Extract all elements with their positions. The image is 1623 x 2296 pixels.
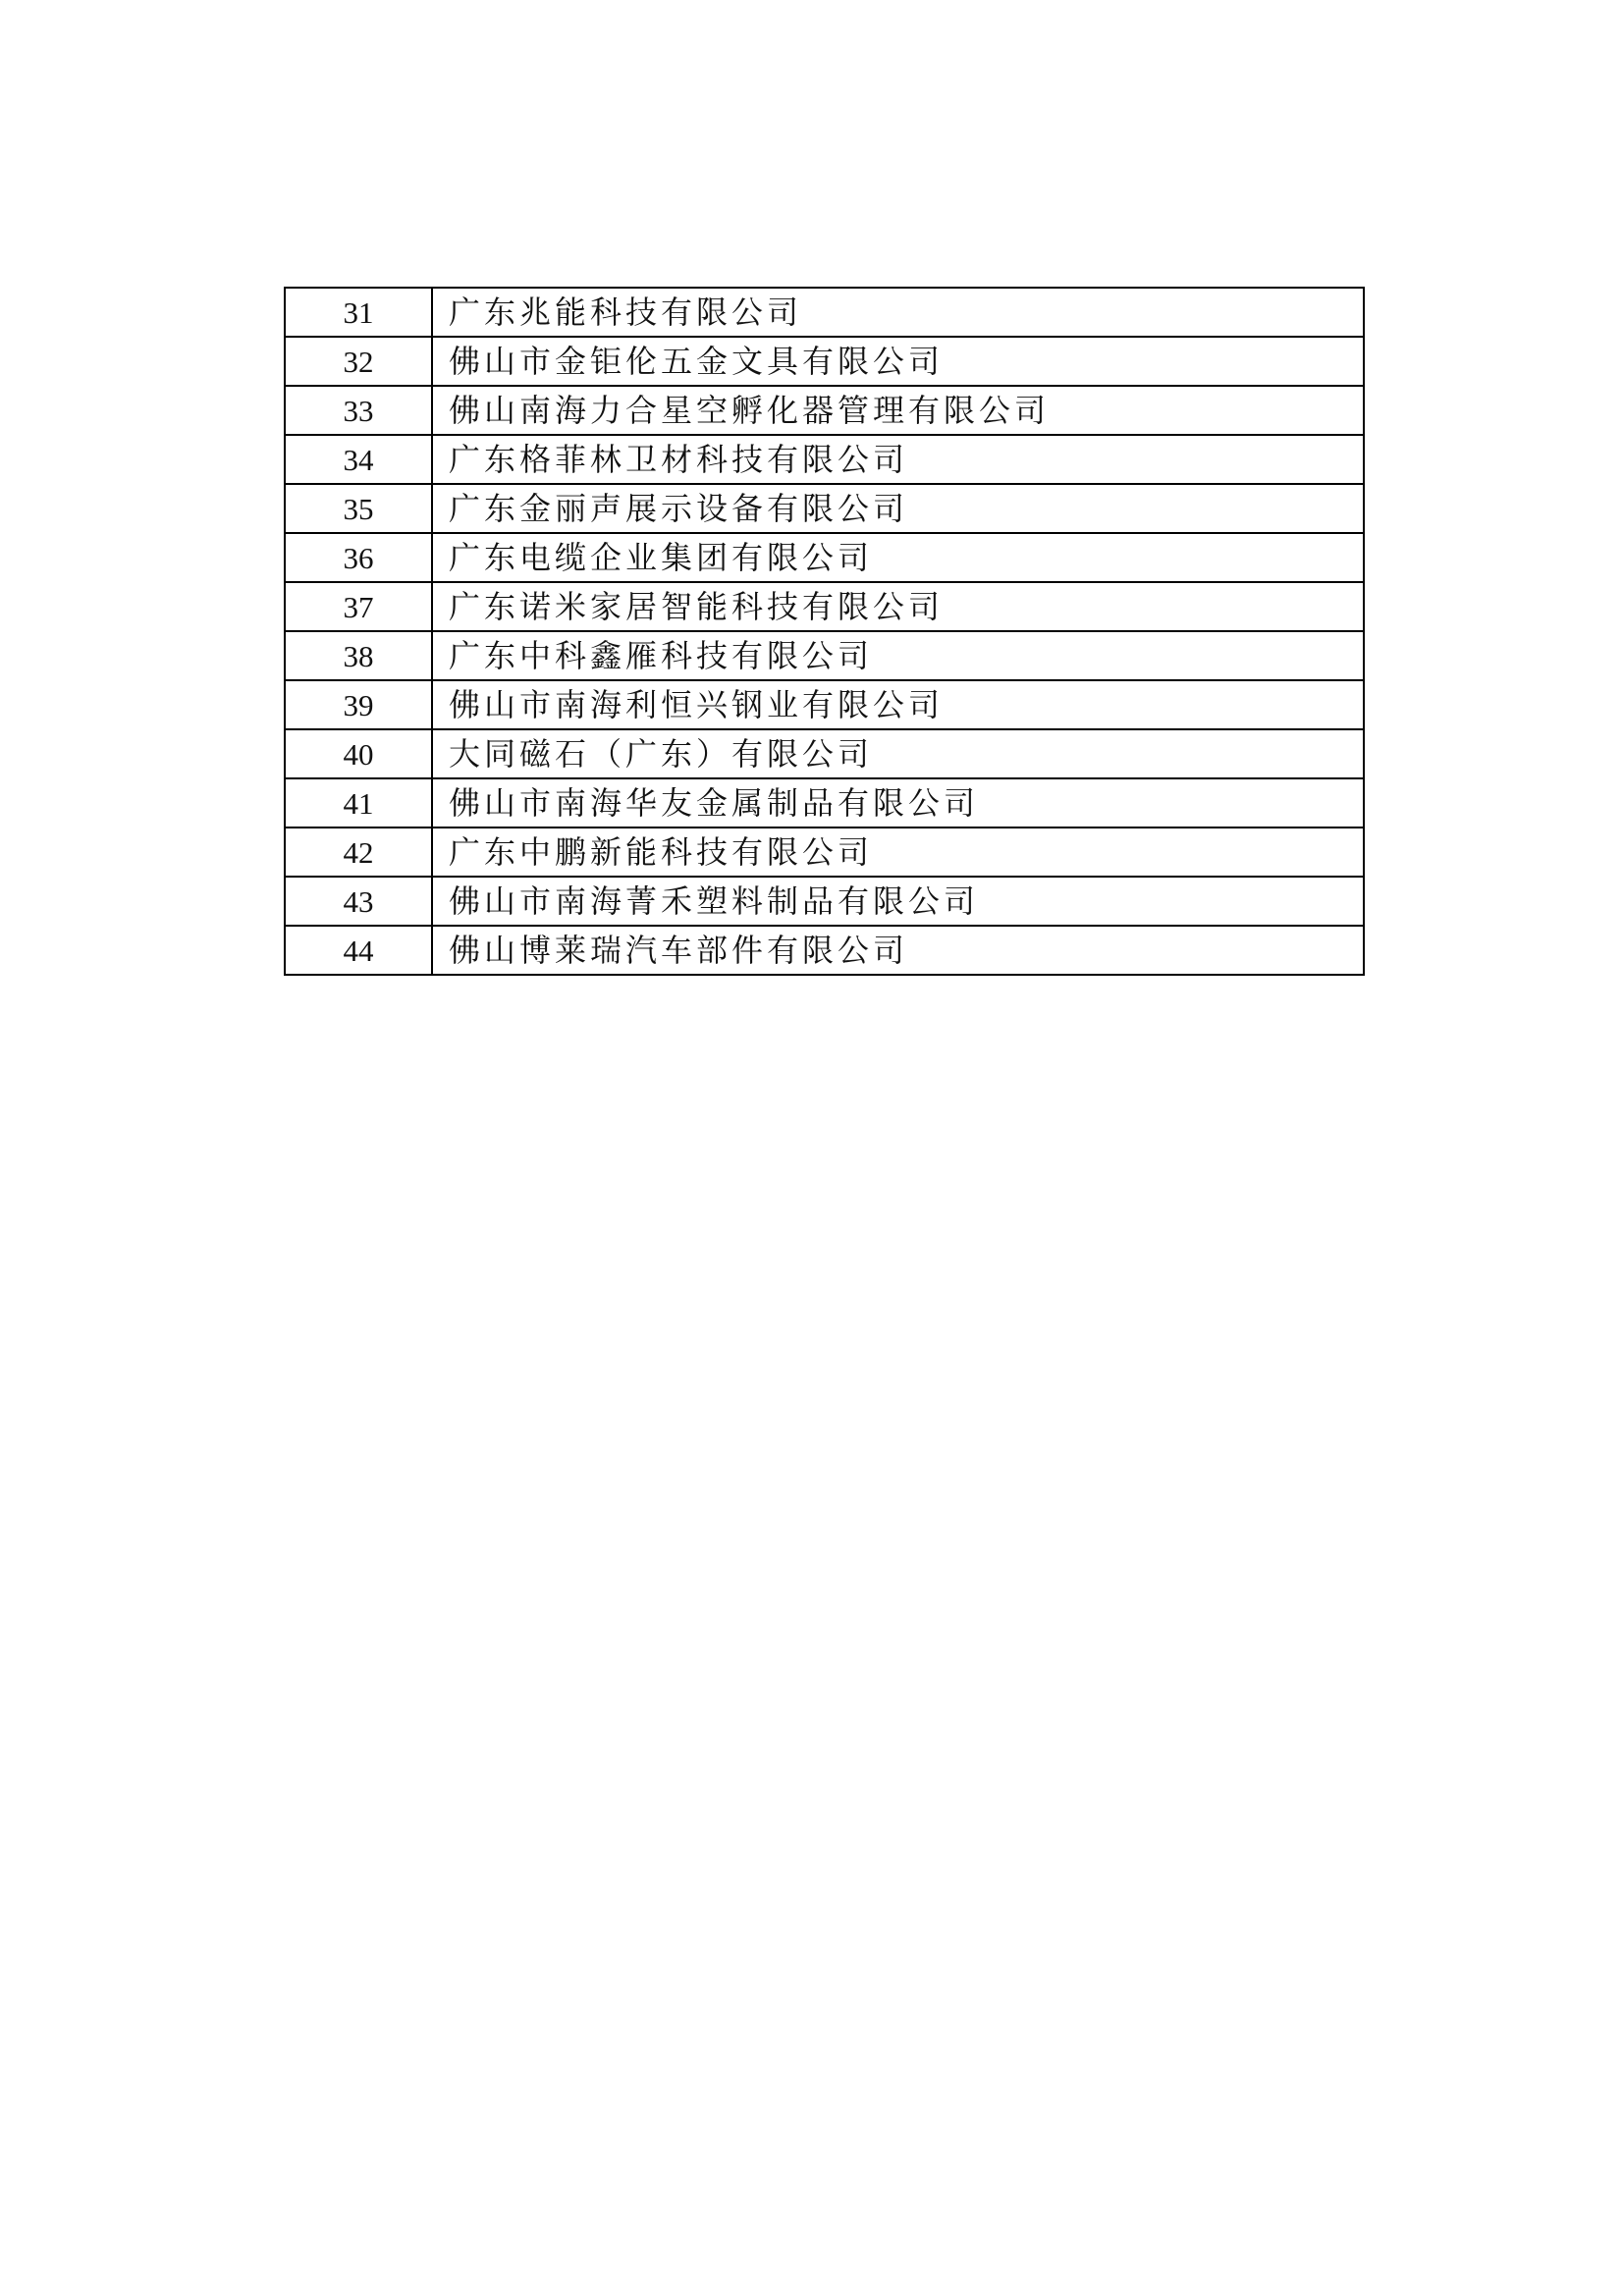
company-name: 佛山市南海华友金属制品有限公司 bbox=[432, 778, 1364, 828]
company-name: 佛山南海力合星空孵化器管理有限公司 bbox=[432, 386, 1364, 435]
table-row bbox=[285, 631, 1364, 680]
row-number: 40 bbox=[285, 729, 432, 778]
table-row bbox=[285, 533, 1364, 582]
table-row bbox=[285, 778, 1364, 828]
table-row bbox=[285, 386, 1364, 435]
table-row bbox=[285, 435, 1364, 484]
table-row bbox=[285, 484, 1364, 533]
company-name: 广东兆能科技有限公司 bbox=[432, 288, 1364, 337]
company-name: 广东电缆企业集团有限公司 bbox=[432, 533, 1364, 582]
row-number: 37 bbox=[285, 582, 432, 631]
row-number: 41 bbox=[285, 778, 432, 828]
table-row bbox=[285, 926, 1364, 975]
row-number: 32 bbox=[285, 337, 432, 386]
table-row bbox=[285, 582, 1364, 631]
company-list-table bbox=[284, 287, 1365, 976]
company-name: 大同磁石（广东）有限公司 bbox=[432, 729, 1364, 778]
table-row bbox=[285, 729, 1364, 778]
row-number: 36 bbox=[285, 533, 432, 582]
row-number: 35 bbox=[285, 484, 432, 533]
company-name: 佛山市南海菁禾塑料制品有限公司 bbox=[432, 877, 1364, 926]
company-name: 佛山市金钜伦五金文具有限公司 bbox=[432, 337, 1364, 386]
company-name: 佛山市南海利恒兴钢业有限公司 bbox=[432, 680, 1364, 729]
table-row bbox=[285, 680, 1364, 729]
table-row bbox=[285, 828, 1364, 877]
company-name: 广东中科鑫雁科技有限公司 bbox=[432, 631, 1364, 680]
row-number: 33 bbox=[285, 386, 432, 435]
row-number: 34 bbox=[285, 435, 432, 484]
company-name: 广东诺米家居智能科技有限公司 bbox=[432, 582, 1364, 631]
company-name: 广东中鹏新能科技有限公司 bbox=[432, 828, 1364, 877]
company-name: 广东金丽声展示设备有限公司 bbox=[432, 484, 1364, 533]
company-name: 佛山博莱瑞汽车部件有限公司 bbox=[432, 926, 1364, 975]
row-number: 43 bbox=[285, 877, 432, 926]
company-name: 广东格菲林卫材科技有限公司 bbox=[432, 435, 1364, 484]
table-row bbox=[285, 337, 1364, 386]
row-number: 44 bbox=[285, 926, 432, 975]
row-number: 39 bbox=[285, 680, 432, 729]
table-row bbox=[285, 877, 1364, 926]
row-number: 42 bbox=[285, 828, 432, 877]
row-number: 31 bbox=[285, 288, 432, 337]
table-row bbox=[285, 288, 1364, 337]
row-number: 38 bbox=[285, 631, 432, 680]
